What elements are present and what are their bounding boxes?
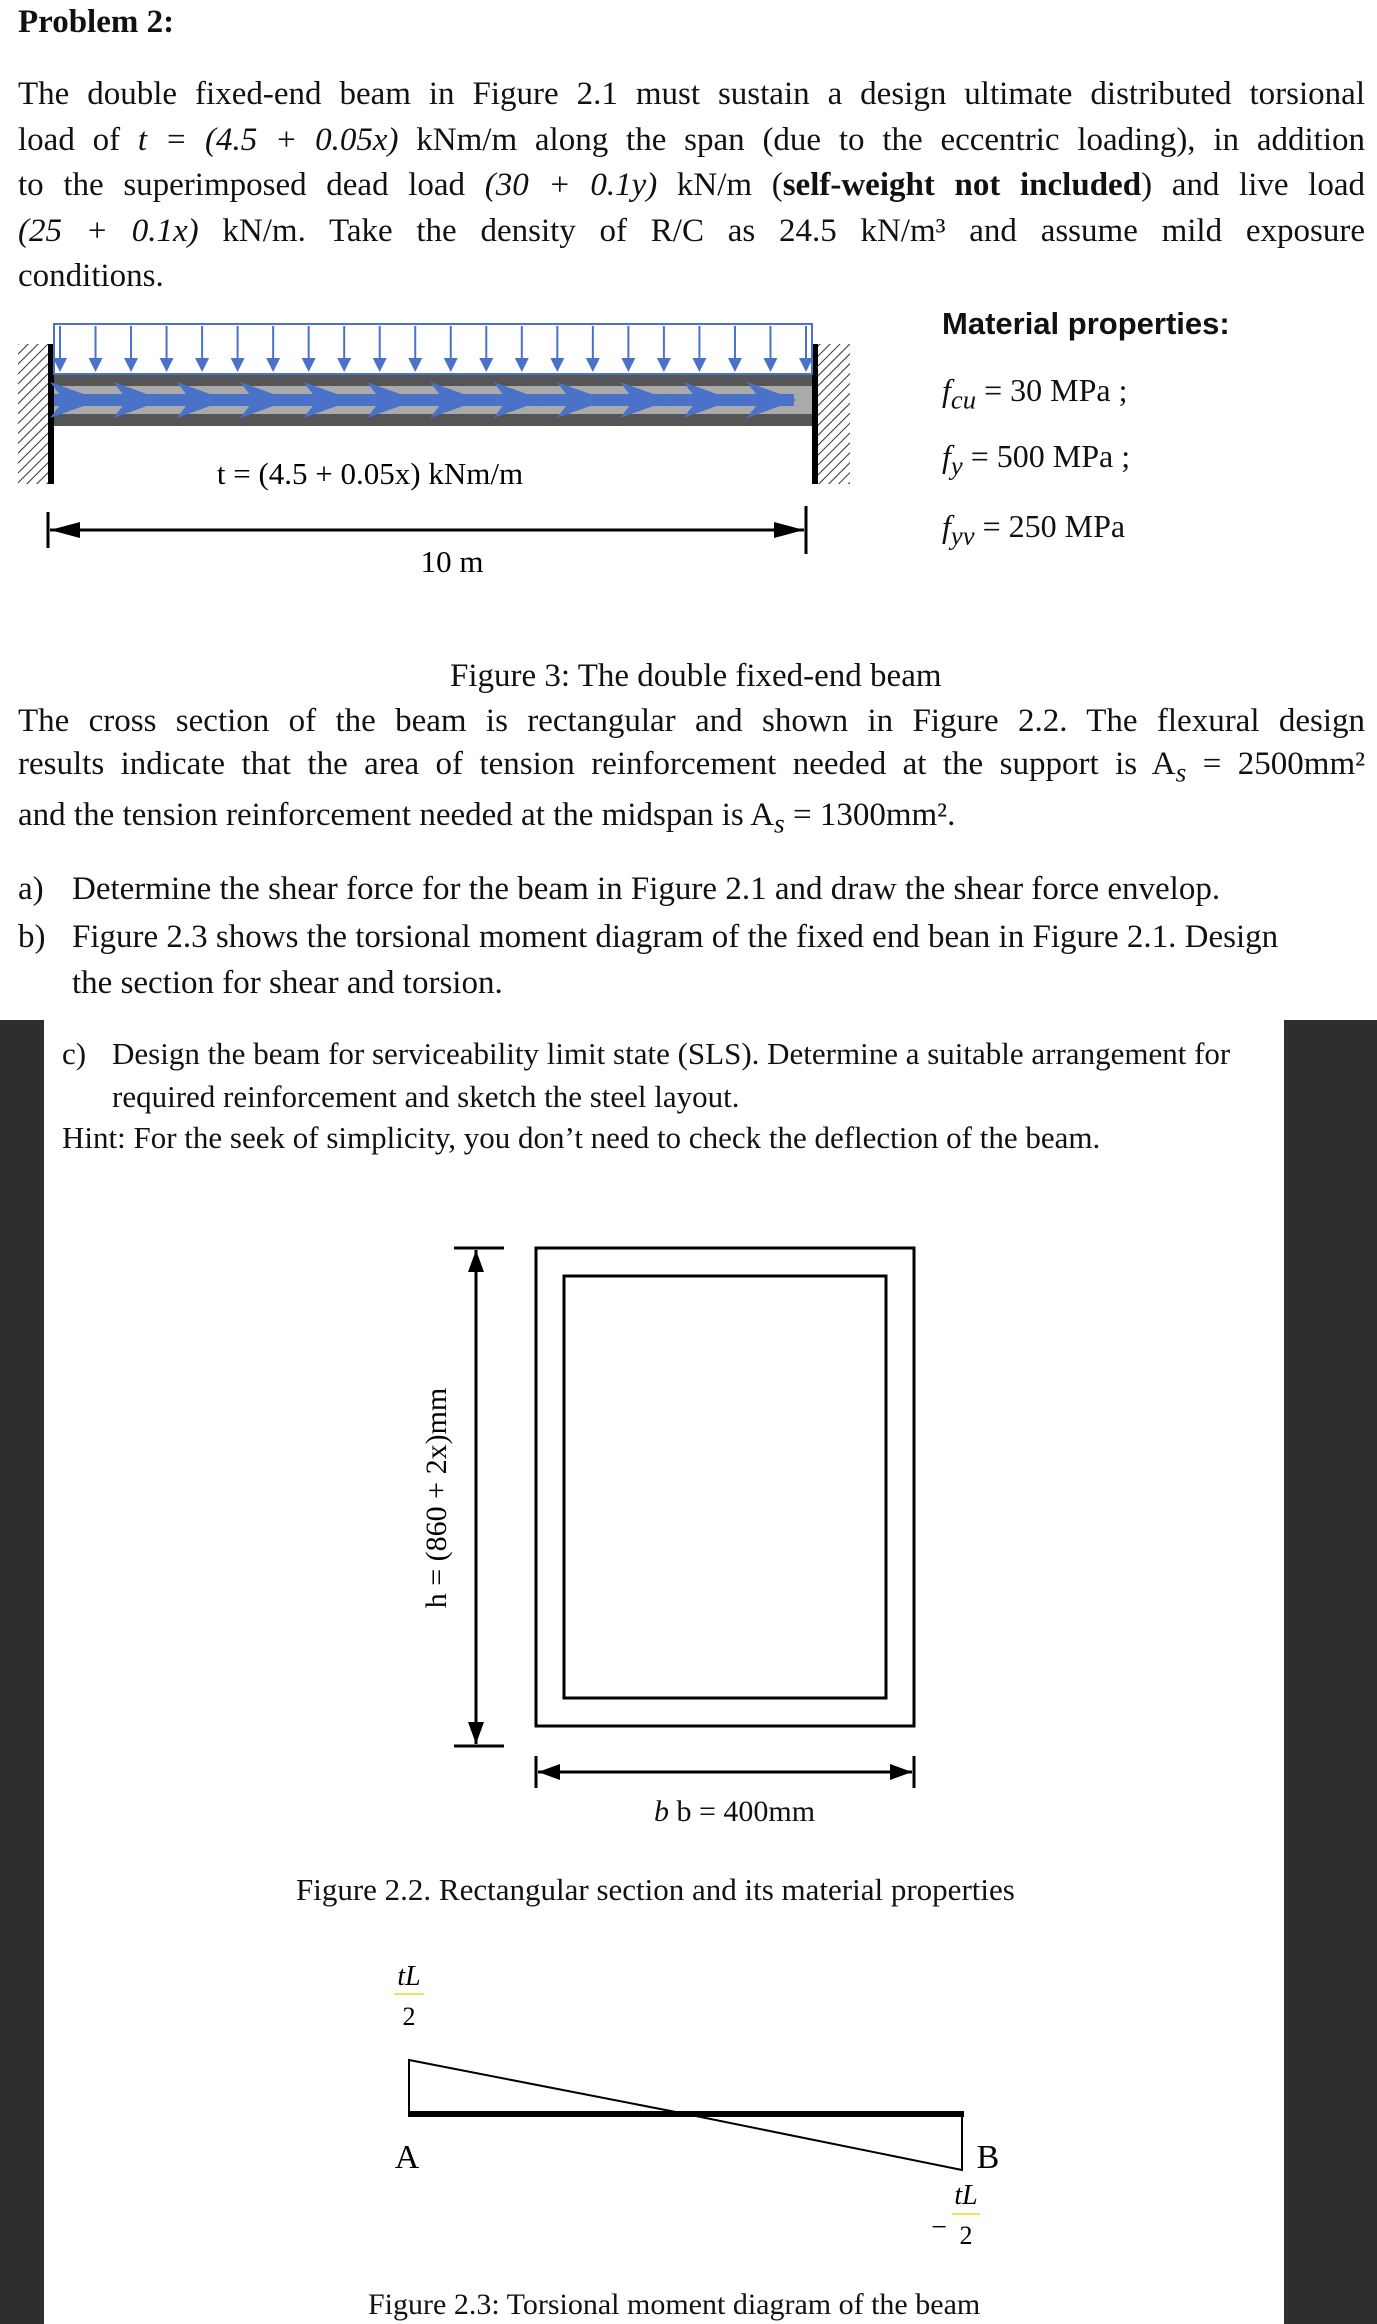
load-arrow xyxy=(444,326,458,372)
intro-line-2: load of t = (4.5 + 0.05x) kNm/m along the span (due to the eccentric loading), in addition xyxy=(18,121,1365,158)
load-arrow xyxy=(550,326,564,372)
intro-line-5: conditions. xyxy=(18,258,164,294)
load-arrow xyxy=(337,326,351,372)
load-arrow xyxy=(160,326,174,372)
figure3-caption: Figure 3: The double fixed-end beam xyxy=(450,658,942,694)
section-outline xyxy=(536,1248,914,1726)
section-line-3: and the tension reinforcement needed at the midspan is $A_s = 1300mm^2$. xyxy=(18,796,956,839)
right-support-hatch xyxy=(818,344,850,484)
load-arrow xyxy=(799,326,813,372)
width-label: b b = 400mm xyxy=(654,1795,816,1828)
load-arrow xyxy=(728,326,742,372)
load-arrow xyxy=(515,326,529,372)
section-paragraph xyxy=(18,700,1365,844)
material-fy: $f_y = 500$ MPa ; xyxy=(942,438,1131,481)
height-label: h = (860 + 2x)mm xyxy=(420,1387,453,1609)
bottom-sign: − xyxy=(931,2212,947,2243)
question-a: a) Determine the shear force for the beam in Figure 2.1 and draw the shear force envelop. xyxy=(18,871,1221,907)
problem-heading: Problem 2: xyxy=(18,4,175,40)
torsion-band xyxy=(54,394,794,406)
load-arrow xyxy=(692,326,706,372)
material-fcu: $f_{cu} = 30$ MPa ; xyxy=(942,372,1128,415)
load-arrow xyxy=(124,326,138,372)
load-arrow xyxy=(53,326,67,372)
intro-line-4: (25 + 0.1x) kN/m. Take the density of R/C as 24.5 kN/m³ and assume mild exposure xyxy=(18,212,1365,249)
load-arrow xyxy=(479,326,493,372)
section-line-1: The cross section of the beam is rectangular and shown in Figure 2.2. The flexural design xyxy=(18,703,1365,739)
distributed-load xyxy=(53,324,813,374)
hint-text: Hint: For the seek of simplicity, you don’t need to check the deflection of the beam. xyxy=(62,1120,1101,1155)
torsion-triangle-positive xyxy=(409,2060,686,2114)
problem-intro xyxy=(18,72,1365,300)
material-fyv: $f_{yv} = 250$ MPa xyxy=(942,508,1126,551)
lower-page xyxy=(44,1020,1284,2324)
bottom-value-numerator: tL xyxy=(954,2180,978,2211)
load-arrow xyxy=(621,326,635,372)
load-arrow xyxy=(266,326,280,372)
load-arrow xyxy=(408,326,422,372)
load-arrow xyxy=(231,326,245,372)
span-label: 10 m xyxy=(420,544,484,579)
torsion-load-label: t = (4.5 + 0.05x) kNm/m xyxy=(216,456,524,491)
label-b: B xyxy=(976,2139,1000,2176)
beam-figure xyxy=(10,312,880,602)
figure22-caption: Figure 2.2. Rectangular section and its material properties xyxy=(296,1872,1015,1907)
load-arrow xyxy=(586,326,600,372)
label-a: A xyxy=(394,2139,420,2176)
material-title: Material properties: xyxy=(942,306,1230,341)
bottom-value-denominator: 2 xyxy=(959,2221,973,2250)
torsion-diagram xyxy=(294,1940,1000,2260)
top-value-numerator: tL xyxy=(397,1961,421,1992)
load-arrow xyxy=(373,326,387,372)
load-arrow xyxy=(763,326,777,372)
lower-page-background xyxy=(0,1020,1377,2324)
torsion-triangle-negative xyxy=(686,2114,962,2170)
cross-section-figure xyxy=(364,1220,964,1800)
question-c: c) Design the beam for serviceability limit state (SLS). Determine a suitable arrangement for required reinforcement and sketch the steel layout. xyxy=(62,1036,1231,1114)
question-b: b) Figure 2.3 shows the torsional moment diagram of the fixed end bean in Figure 2.1. Design the section for shear and torsion. xyxy=(18,919,1279,1001)
top-value-denominator: 2 xyxy=(402,2002,416,2031)
section-inner-outline xyxy=(564,1276,886,1698)
intro-line-3: to the superimposed dead load (30 + 0.1y) kN/m (self-weight not included) and live load xyxy=(18,167,1365,203)
load-arrow xyxy=(657,326,671,372)
load-arrow xyxy=(302,326,316,372)
left-support-hatch xyxy=(18,344,50,484)
load-arrow xyxy=(89,326,103,372)
intro-line-1: The double fixed-end beam in Figure 2.1 must sustain a design ultimate distributed torsional xyxy=(18,76,1365,112)
figure23-caption: Figure 2.3: Torsional moment diagram of the beam xyxy=(368,2288,981,2321)
upper-page xyxy=(0,0,1377,1020)
load-arrow xyxy=(195,326,209,372)
section-line-2: results indicate that the area of tension reinforcement needed at the support is $A_s = 2500mm^2$ xyxy=(18,746,1366,788)
